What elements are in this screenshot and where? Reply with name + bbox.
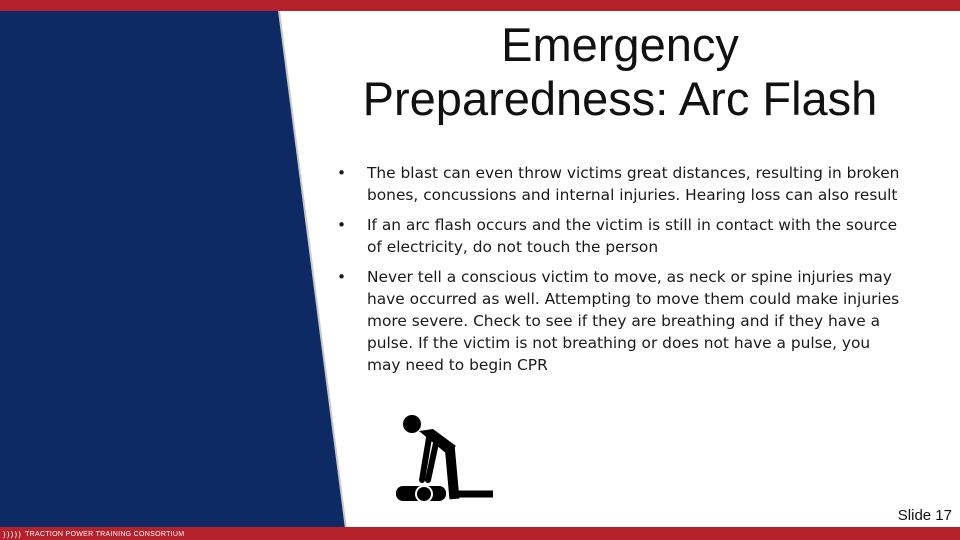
slide-title <box>300 18 940 126</box>
slide-number: Slide 17 <box>897 507 952 524</box>
logo-text: TRACTION POWER TRAINING CONSORTIUM <box>25 530 185 538</box>
top-accent-bar <box>0 0 960 11</box>
bullet-marker: • <box>337 216 347 234</box>
title-line-2: Preparedness: Arc Flash <box>362 72 878 125</box>
bullet-text: Never tell a conscious victim to move, as neck or spine injuries may have occurred as well. Attempting to move them could make injuries more severe. Check to see if they are breathing and if they have a pulse. If the victim is not breathing or does not have a pulse, you may need to begin CPR <box>367 268 900 374</box>
bullet-item <box>337 266 907 376</box>
cpr-icon <box>392 410 496 504</box>
bullet-marker: • <box>337 164 347 182</box>
bullet-text: The blast can even throw victims great distances, resulting in broken bones, concussions and internal injuries. Hearing loss can also result <box>367 164 900 204</box>
logo-mark-icon: ))))) <box>2 529 22 539</box>
footer-logo <box>2 528 184 540</box>
bullet-text: If an arc flash occurs and the victim is still in contact with the source of electricity, do not touch the person <box>367 216 898 256</box>
bullet-item <box>337 214 907 258</box>
bullet-marker: • <box>337 268 347 286</box>
bullet-item <box>337 162 907 206</box>
title-line-1: Emergency <box>501 18 739 71</box>
bullet-list <box>337 162 907 384</box>
